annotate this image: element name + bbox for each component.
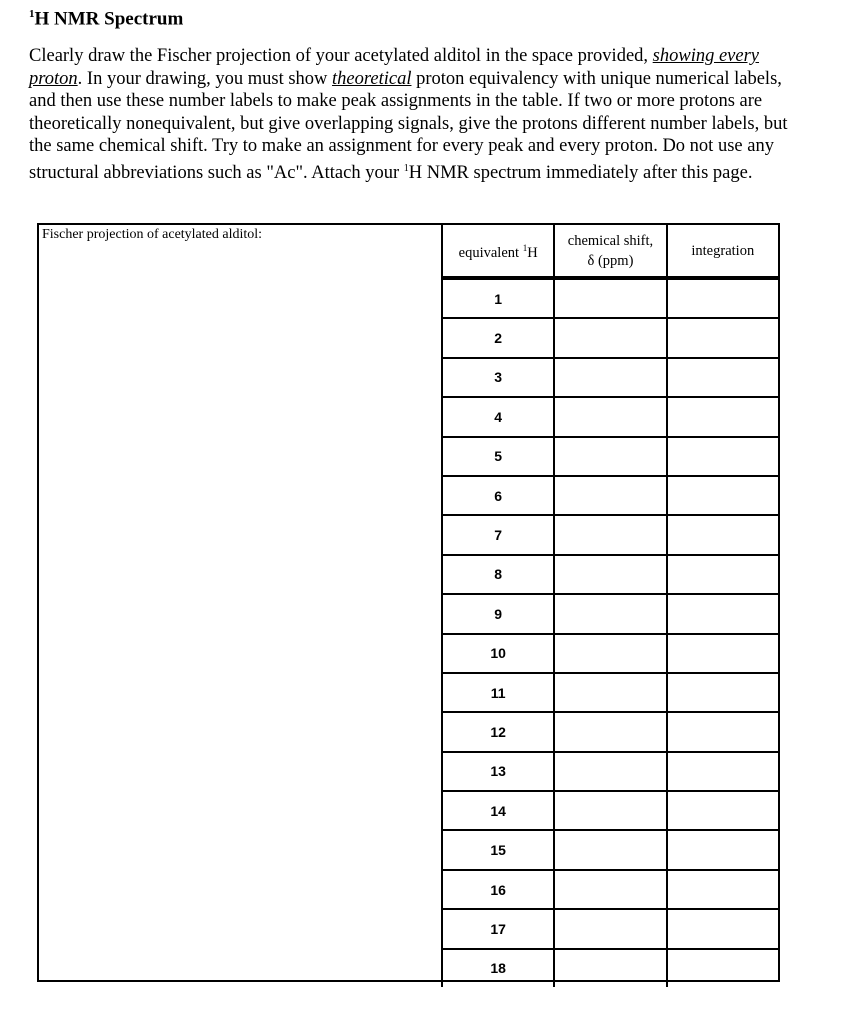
instructions-emphasis-showing-every-proton: showing every proton <box>29 46 760 89</box>
proton-label-cell: 10 <box>442 634 554 673</box>
integration-cell[interactable] <box>667 949 778 987</box>
proton-label-cell: 4 <box>442 397 554 436</box>
proton-label-cell: 1 <box>442 278 554 318</box>
proton-label-cell: 8 <box>442 555 554 594</box>
integration-cell[interactable] <box>667 555 778 594</box>
chemical-shift-cell[interactable] <box>554 752 666 791</box>
proton-label-cell: 5 <box>442 437 554 476</box>
chemical-shift-cell[interactable] <box>554 318 666 357</box>
proton-label-cell: 17 <box>442 909 554 948</box>
table-row <box>442 830 778 869</box>
header-chemical-shift-line2: δ (ppm) <box>587 252 634 269</box>
header-h-text: H <box>527 244 538 261</box>
table-row <box>442 634 778 673</box>
table-row <box>442 555 778 594</box>
chemical-shift-cell[interactable] <box>554 278 666 318</box>
table-row <box>442 397 778 436</box>
chemical-shift-cell[interactable] <box>554 437 666 476</box>
chemical-shift-cell[interactable] <box>554 712 666 751</box>
integration-cell[interactable] <box>667 909 778 948</box>
integration-cell[interactable] <box>667 318 778 357</box>
chemical-shift-cell[interactable] <box>554 397 666 436</box>
proton-label-cell: 7 <box>442 515 554 554</box>
integration-cell[interactable] <box>667 712 778 751</box>
instructions-text-2: . In your drawing, you must show <box>77 68 333 89</box>
proton-label-cell: 12 <box>442 712 554 751</box>
table-row <box>442 515 778 554</box>
integration-cell[interactable] <box>667 515 778 554</box>
table-row <box>442 476 778 515</box>
table-row <box>442 712 778 751</box>
title-superscript: 1 <box>29 8 35 20</box>
nmr-assignment-table <box>441 225 778 987</box>
chemical-shift-cell[interactable] <box>554 791 666 830</box>
integration-cell[interactable] <box>667 870 778 909</box>
proton-label-cell: 14 <box>442 791 554 830</box>
header-equivalent-h <box>442 225 554 278</box>
integration-cell[interactable] <box>667 358 778 397</box>
integration-cell[interactable] <box>667 594 778 633</box>
chemical-shift-cell[interactable] <box>554 909 666 948</box>
integration-cell[interactable] <box>667 437 778 476</box>
chemical-shift-cell[interactable] <box>554 870 666 909</box>
integration-cell[interactable] <box>667 397 778 436</box>
page-title <box>29 8 183 30</box>
header-superscript: 1 <box>522 243 528 254</box>
table-header-row <box>442 225 778 278</box>
integration-cell[interactable] <box>667 752 778 791</box>
proton-label-cell: 2 <box>442 318 554 357</box>
integration-cell[interactable] <box>667 634 778 673</box>
proton-label-cell: 16 <box>442 870 554 909</box>
table-row <box>442 358 778 397</box>
integration-cell[interactable] <box>667 791 778 830</box>
integration-cell[interactable] <box>667 476 778 515</box>
table-row <box>442 949 778 987</box>
table-row <box>442 437 778 476</box>
table-row <box>442 791 778 830</box>
proton-label-cell: 18 <box>442 949 554 987</box>
title-text: H NMR Spectrum <box>34 8 184 30</box>
integration-cell[interactable] <box>667 673 778 712</box>
instructions-paragraph <box>29 45 809 184</box>
chemical-shift-cell[interactable] <box>554 594 666 633</box>
worksheet-box <box>37 223 780 982</box>
header-chemical-shift-line1: chemical shift, <box>567 232 654 249</box>
proton-label-cell: 15 <box>442 830 554 869</box>
chemical-shift-cell[interactable] <box>554 830 666 869</box>
drawing-area-label: Fischer projection of acetylated alditol: <box>42 227 263 242</box>
table-row <box>442 278 778 318</box>
header-equivalent-text: equivalent <box>458 244 523 261</box>
chemical-shift-cell[interactable] <box>554 515 666 554</box>
header-integration: integration <box>667 225 778 278</box>
table-row <box>442 594 778 633</box>
chemical-shift-cell[interactable] <box>554 358 666 397</box>
instructions-text-4: H NMR spectrum immediately after this page. <box>408 162 753 183</box>
table-row <box>442 870 778 909</box>
proton-label-cell: 11 <box>442 673 554 712</box>
proton-label-cell: 3 <box>442 358 554 397</box>
chemical-shift-cell[interactable] <box>554 476 666 515</box>
integration-cell[interactable] <box>667 278 778 318</box>
instructions-superscript: 1 <box>403 162 409 174</box>
proton-label-cell: 6 <box>442 476 554 515</box>
header-chemical-shift <box>554 225 666 278</box>
chemical-shift-cell[interactable] <box>554 555 666 594</box>
chemical-shift-cell[interactable] <box>554 634 666 673</box>
table-row <box>442 909 778 948</box>
chemical-shift-cell[interactable] <box>554 949 666 987</box>
table-row <box>442 752 778 791</box>
chemical-shift-cell[interactable] <box>554 673 666 712</box>
instructions-emphasis-theoretical: theoretical <box>332 68 412 89</box>
integration-cell[interactable] <box>667 830 778 869</box>
instructions-text-3: proton equivalency with unique numerical labels, and then use these number labels to make peak assignments in the table. If two or more protons are theoretically nonequivalent, but give overlapping signals, give the protons different number labels, but the same chemical shift. Try to make an assignment for every peak and every proton. Do not use any structural abbreviations such as "Ac". Attach your <box>29 68 788 183</box>
table-row <box>442 673 778 712</box>
instructions-text-1: Clearly draw the Fischer projection of your acetylated alditol in the space provided, <box>29 46 653 66</box>
proton-label-cell: 13 <box>442 752 554 791</box>
proton-label-cell: 9 <box>442 594 554 633</box>
table-row <box>442 318 778 357</box>
